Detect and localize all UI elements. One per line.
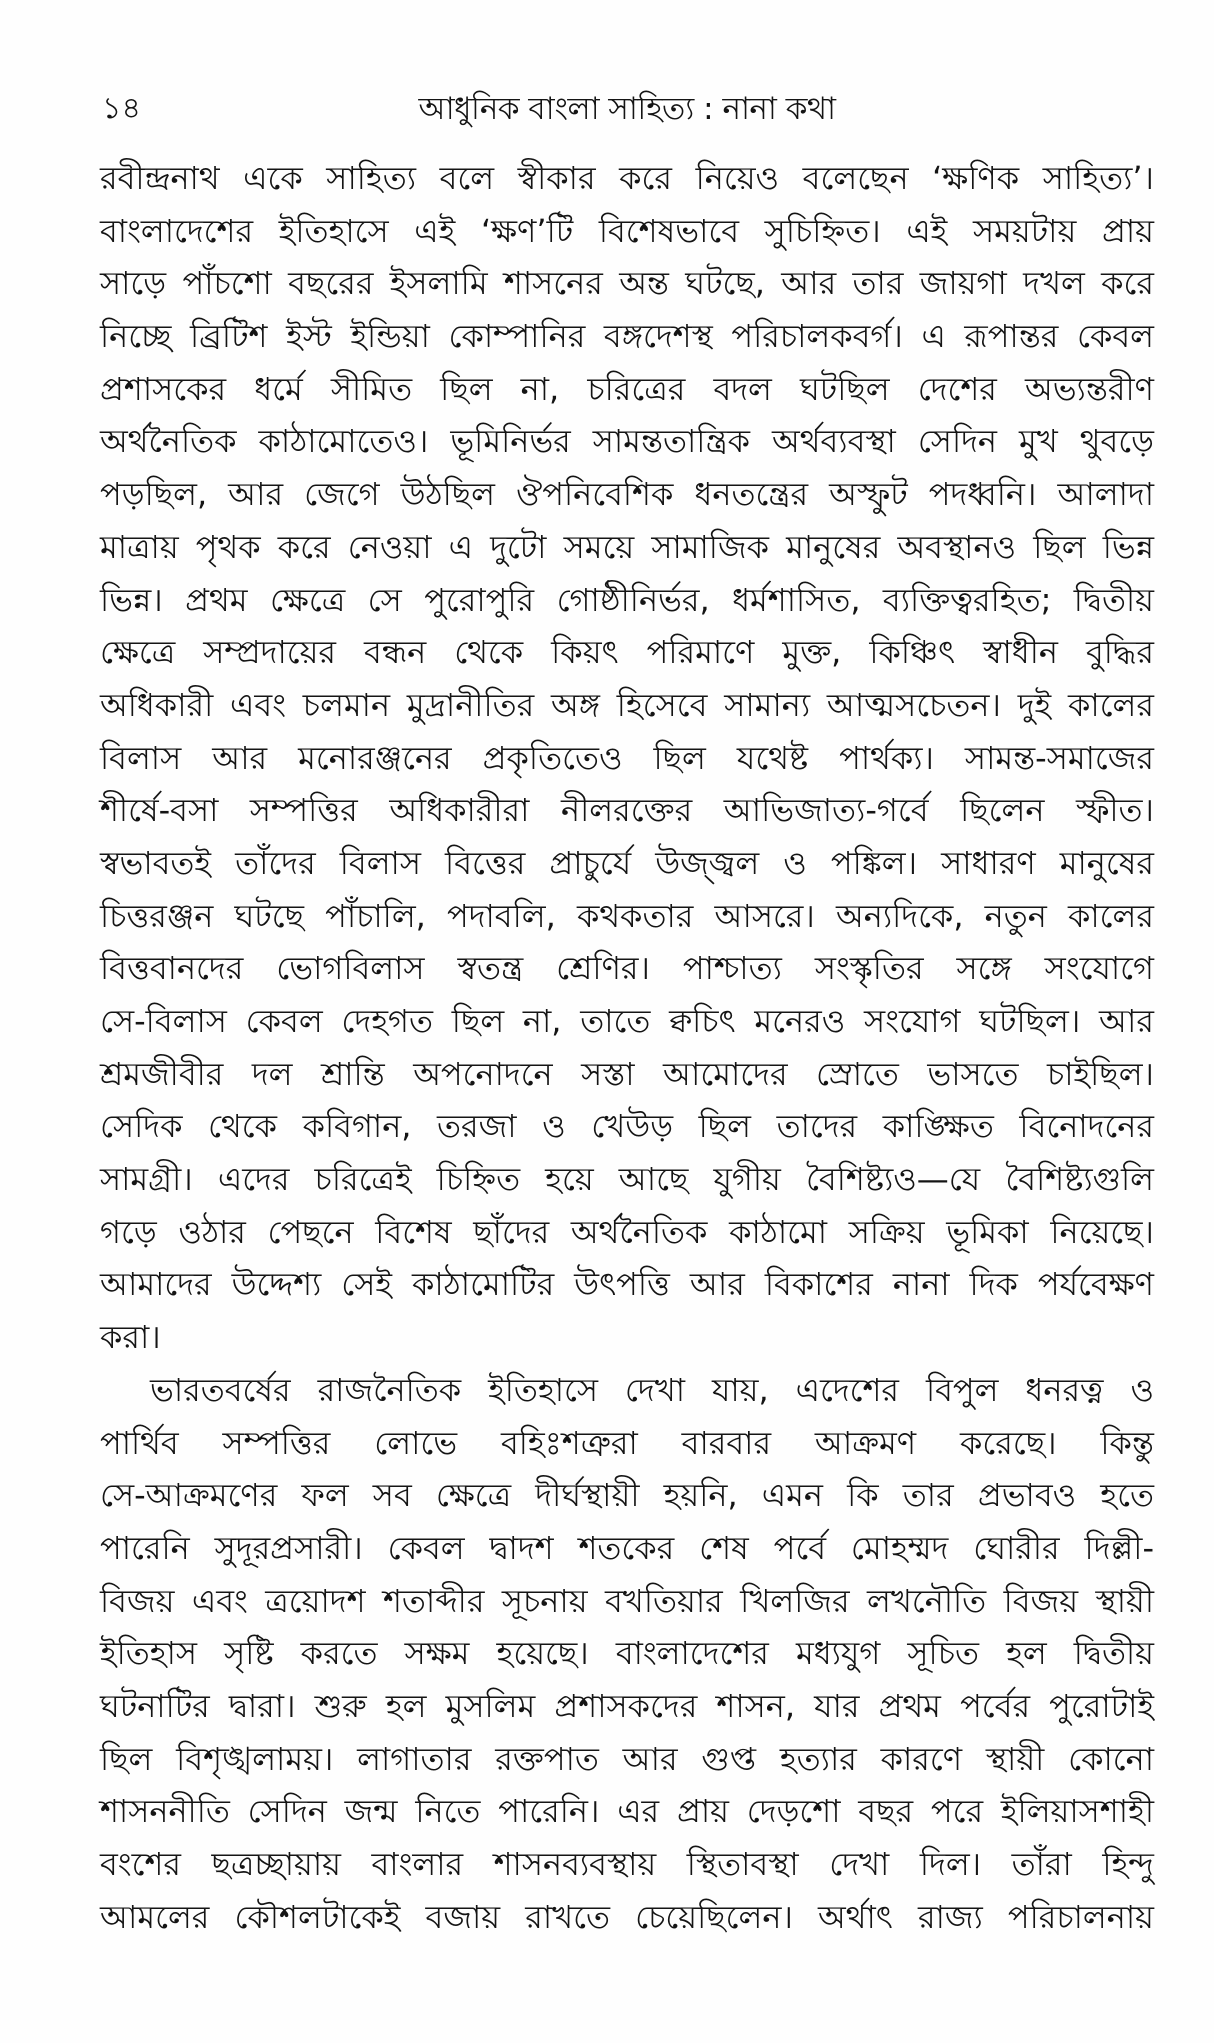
page-number: ১৪: [102, 91, 141, 126]
text-line: বিজয় এবং ত্রয়োদশ শতাব্দীর সূচনায় বখতিয়ার খিলজির লখনৌতি বিজয় স্থায়ী: [100, 1581, 1154, 1620]
text-line: ভিন্ন। প্রথম ক্ষেত্রে সে পুরোপুরি গোষ্ঠীনির্ভর, ধর্মশাসিত, ব্যক্তিত্বরহিত; দ্বিতীয়: [100, 580, 1154, 619]
text-line: বাংলাদেশের ইতিহাসে এই ‘ক্ষণ’টি বিশেষভাবে সুচিহ্নিত। এই সময়টায় প্রায়: [100, 211, 1154, 250]
text-line: অর্থনৈতিক কাঠামোতেও। ভূমিনির্ভর সামন্ততান্ত্রিক অর্থব্যবস্থা সেদিন মুখ থুবড়ে: [100, 422, 1154, 461]
text-line: বংশের ছত্রচ্ছায়ায় বাংলার শাসনব্যবস্থায় স্থিতাবস্থা দেখা দিল। তাঁরা হিন্দু: [100, 1845, 1154, 1883]
text-line: শীর্ষে-বসা সম্পত্তির অধিকারীরা নীলরক্তের আভিজাত্য-গর্বে ছিলেন স্ফীত।: [100, 791, 1154, 830]
text-line: গড়ে ওঠার পেছনে বিশেষ ছাঁদের অর্থনৈতিক কাঠামো সক্রিয় ভূমিকা নিয়েছে।: [100, 1212, 1154, 1251]
text-line: আমাদের উদ্দেশ্য সেই কাঠামোটির উৎপত্তি আর বিকাশের নানা দিক পর্যবেক্ষণ: [100, 1265, 1154, 1304]
text-line: প্রশাসকের ধর্মে সীমিত ছিল না, চরিত্রের বদল ঘটছিল দেশের অভ্যন্তরীণ: [100, 369, 1154, 408]
text-line: সে-বিলাস কেবল দেহগত ছিল না, তাতে ক্বচিৎ মনেরও সংযোগ ঘটছিল। আর: [100, 1002, 1154, 1040]
text-line: সাড়ে পাঁচশো বছরের ইসলামি শাসনের অন্ত ঘটছে, আর তার জায়গা দখল করে: [100, 264, 1154, 303]
text-line: পারেনি সুদূরপ্রসারী। কেবল দ্বাদশ শতকের শেষ পর্বে মোহম্মদ ঘোরীর দিল্লী-: [100, 1528, 1154, 1567]
text-line: সেদিক থেকে কবিগান, তরজা ও খেউড় ছিল তাদের কাঙ্ক্ষিত বিনোদনের: [100, 1107, 1154, 1146]
text-line: সামগ্রী। এদের চরিত্রেই চিহ্নিত হয়ে আছে যুগীয় বৈশিষ্ট্যও—যে বৈশিষ্ট্যগুলি: [100, 1160, 1154, 1199]
text-line: সে-আক্রমণের ফল সব ক্ষেত্রে দীর্ঘস্থায়ী হয়নি, এমন কি তার প্রভাবও হতে: [100, 1476, 1154, 1515]
text-line: ঘটনাটির দ্বারা। শুরু হল মুসলিম প্রশাসকদের শাসন, যার প্রথম পর্বের পুরোটাই: [100, 1686, 1154, 1725]
running-header: [100, 86, 1154, 132]
paragraph: [100, 1364, 1154, 1944]
running-title: আধুনিক বাংলা সাহিত্য : নানা কথা: [418, 91, 836, 127]
text-line: শাসননীতি সেদিন জন্ম নিতে পারেনি। এর প্রায় দেড়শো বছর পরে ইলিয়াসশাহী: [100, 1792, 1154, 1831]
text-line: মাত্রায় পৃথক করে নেওয়া এ দুটো সময়ে সামাজিক মানুষের অবস্থানও ছিল ভিন্ন: [100, 527, 1154, 566]
text-line: স্বভাবতই তাঁদের বিলাস বিত্তের প্রাচুর্যে উজ্জ্বল ও পঙ্কিল। সাধারণ মানুষের: [100, 843, 1154, 882]
text-line: রবীন্দ্রনাথ একে সাহিত্য বলে স্বীকার করে নিয়েও বলেছেন ‘ক্ষণিক সাহিত্য’।: [100, 159, 1154, 197]
text-line: অধিকারী এবং চলমান মুদ্রানীতির অঙ্গ হিসেবে সামান্য আত্মসচেতন। দুই কালের: [100, 685, 1154, 724]
paragraph: [100, 152, 1154, 1364]
text-line: ভারতবর্ষের রাজনৈতিক ইতিহাসে দেখা যায়, এদেশের বিপুল ধনরত্ন ও: [150, 1370, 1154, 1409]
text-line: চিত্তরঞ্জন ঘটছে পাঁচালি, পদাবলি, কথকতার আসরে। অন্যদিকে, নতুন কালের: [100, 896, 1154, 935]
text-line: বিত্তবানদের ভোগবিলাস স্বতন্ত্র শ্রেণির। পাশ্চাত্য সংস্কৃতির সঙ্গে সংযোগে: [100, 949, 1154, 988]
body-text: [100, 152, 1154, 1943]
text-line: ক্ষেত্রে সম্প্রদায়ের বন্ধন থেকে কিয়ৎ পরিমাণে মুক্ত, কিঞ্চিৎ স্বাধীন বুদ্ধির: [100, 633, 1154, 672]
text-line: পার্থিব সম্পত্তির লোভে বহিঃশত্রুরা বারবার আক্রমণ করেছে। কিন্তু: [100, 1423, 1154, 1462]
text-line: নিচ্ছে ব্রিটিশ ইস্ট ইন্ডিয়া কোম্পানির বঙ্গদেশস্থ পরিচালকবর্গ। এ রূপান্তর কেবল: [100, 317, 1154, 356]
text-line: ইতিহাস সৃষ্টি করতে সক্ষম হয়েছে। বাংলাদেশের মধ্যযুগ সূচিত হল দ্বিতীয়: [100, 1634, 1154, 1673]
text-line: বিলাস আর মনোরঞ্জনের প্রকৃতিতেও ছিল যথেষ্ট পার্থক্য। সামন্ত-সমাজের: [100, 738, 1154, 777]
text-line: করা।: [100, 1318, 161, 1357]
text-line: আমলের কৌশলটাকেই বজায় রাখতে চেয়েছিলেন। অর্থাৎ রাজ্য পরিচালনায়: [100, 1897, 1154, 1936]
text-line: শ্রমজীবীর দল শ্রান্তি অপনোদনে সস্তা আমোদের স্রোতে ভাসতে চাইছিল।: [100, 1054, 1154, 1093]
text-line: পড়ছিল, আর জেগে উঠছিল ঔপনিবেশিক ধনতন্ত্রের অস্ফুট পদধ্বনি। আলাদা: [100, 475, 1154, 514]
text-line: ছিল বিশৃঙ্খলাময়। লাগাতার রক্তপাত আর গুপ্ত হত্যার কারণে স্থায়ী কোনো: [100, 1739, 1154, 1778]
